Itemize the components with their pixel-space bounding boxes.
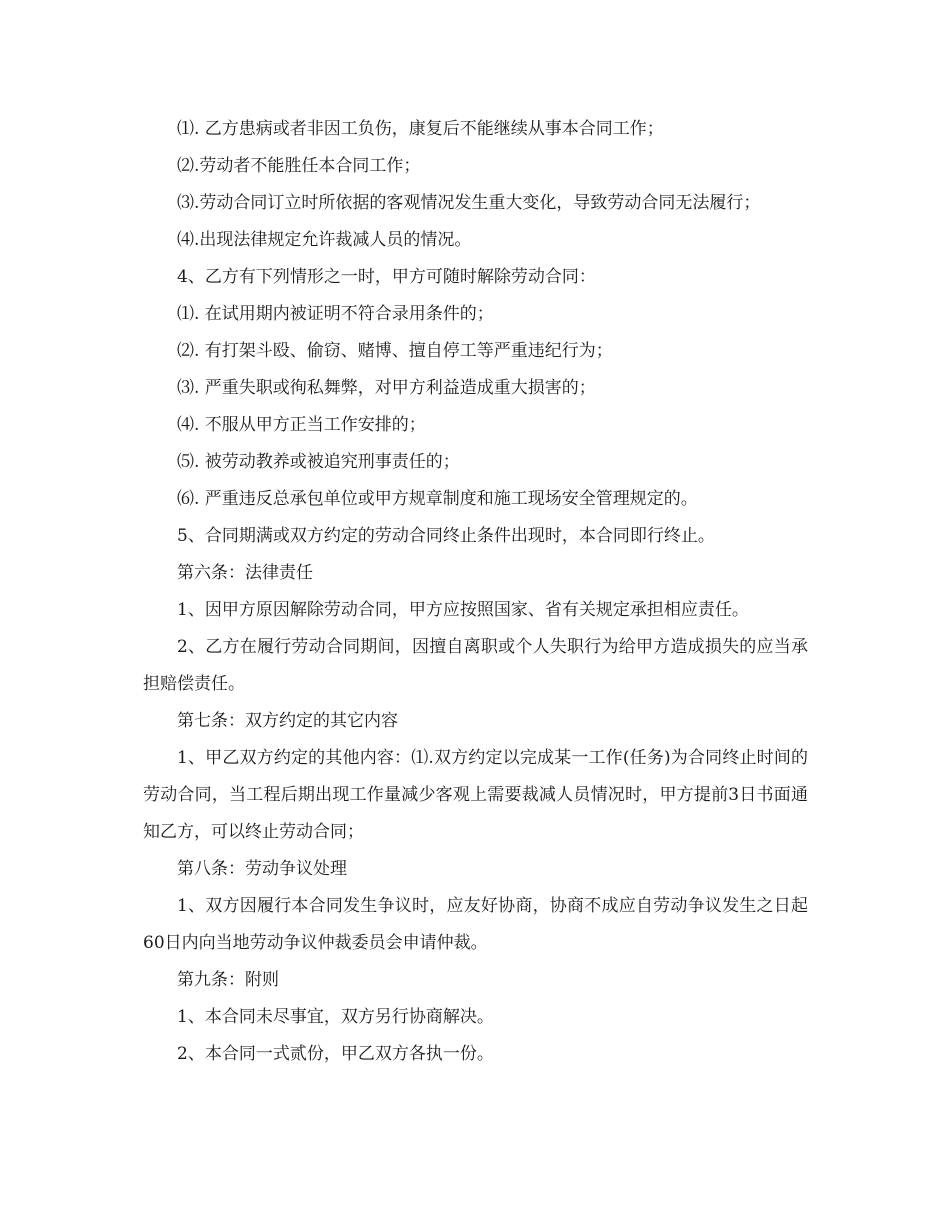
paragraph-5: 4、乙方有下列情形之一时，甲方可随时解除劳动合同： bbox=[177, 267, 596, 287]
paragraph-4: ⑷.出现法律规定允许裁减人员的情况。 bbox=[177, 230, 472, 250]
paragraph-11: ⑹. 严重违反总承包单位或甲方规章制度和施工现场安全管理规定的。 bbox=[177, 489, 698, 509]
paragraph-9: ⑷. 不服从甲方正当工作安排的； bbox=[177, 415, 426, 435]
paragraph-19: 1、双方因履行本合同发生争议时，应友好协商，协商不成应自劳动争议发生之日起60日内向当地劳动争议仲裁委员会申请仲裁。 bbox=[143, 896, 808, 953]
paragraph-17: 1、甲乙双方约定的其他内容：⑴.双方约定以完成某一工作(任务)为合同终止时间的劳动合同，当工程后期出现工作量减少客观上需要裁减人员情况时，甲方提前3日书面通知乙方，可以终止劳动合同； bbox=[143, 748, 808, 842]
paragraph-21: 1、本合同未尽事宜，双方另行协商解决。 bbox=[177, 1007, 494, 1027]
paragraph-15: 2、乙方在履行劳动合同期间，因擅自离职或个人失职行为给甲方造成损失的应当承担赔偿责任。 bbox=[143, 637, 808, 694]
document-body bbox=[143, 111, 808, 1073]
paragraph-7: ⑵. 有打架斗殴、偷窃、赌博、擅自停工等严重违纪行为； bbox=[177, 341, 613, 361]
paragraph-3: ⑶.劳动合同订立时所依据的客观情况发生重大变化，导致劳动合同无法履行； bbox=[177, 193, 761, 213]
section-heading-9: 第九条：附则 bbox=[177, 970, 279, 990]
paragraph-2: ⑵.劳动者不能胜任本合同工作； bbox=[177, 156, 421, 176]
section-heading-6: 第六条：法律责任 bbox=[177, 563, 313, 583]
paragraph-1: ⑴. 乙方患病或者非因工负伤，康复后不能继续从事本合同工作； bbox=[177, 119, 664, 139]
paragraph-6: ⑴. 在试用期内被证明不符合录用条件的； bbox=[177, 304, 494, 324]
paragraph-22: 2、本合同一式贰份，甲乙双方各执一份。 bbox=[177, 1044, 494, 1064]
paragraph-14: 1、因甲方原因解除劳动合同，甲方应按照国家、省有关规定承担相应责任。 bbox=[177, 600, 749, 620]
section-heading-8: 第八条：劳动争议处理 bbox=[177, 859, 347, 879]
paragraph-8: ⑶. 严重失职或徇私舞弊，对甲方利益造成重大损害的； bbox=[177, 378, 596, 398]
paragraph-10: ⑸. 被劳动教养或被追究刑事责任的； bbox=[177, 452, 460, 472]
section-heading-7: 第七条：双方约定的其它内容 bbox=[177, 711, 398, 731]
paragraph-12: 5、合同期满或双方约定的劳动合同终止条件出现时，本合同即行终止。 bbox=[177, 526, 715, 546]
